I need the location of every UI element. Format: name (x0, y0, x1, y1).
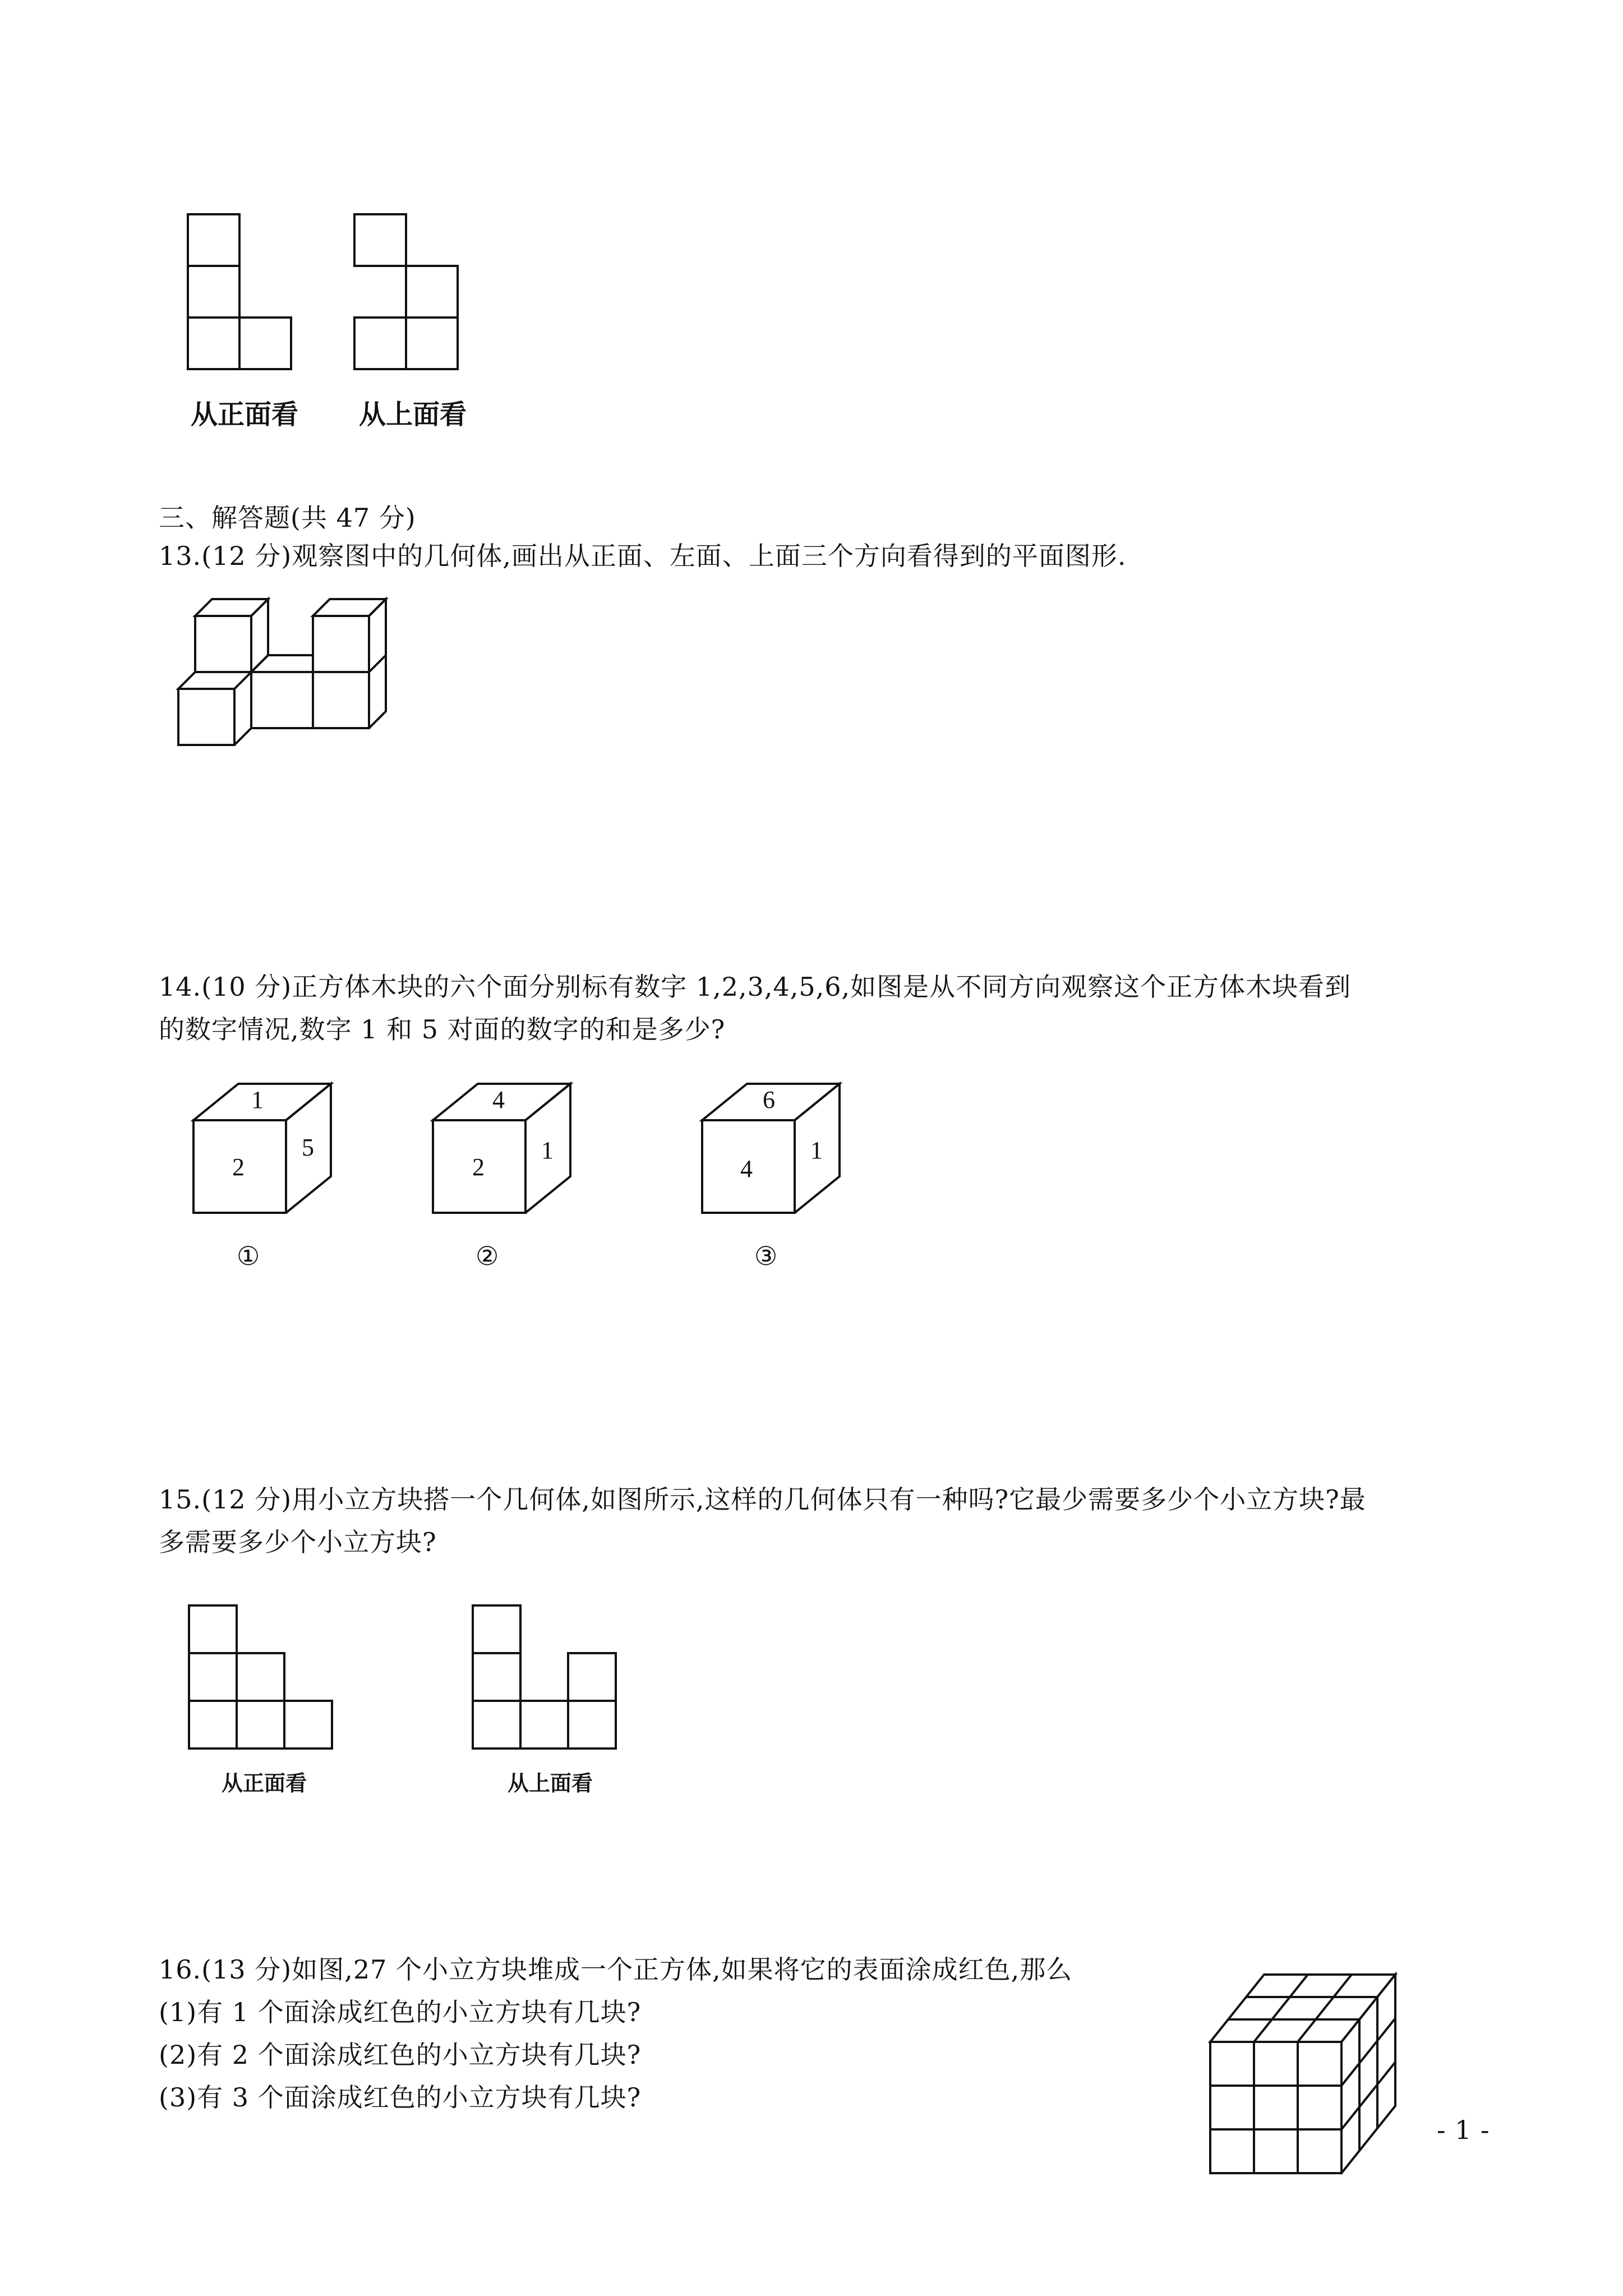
cube-3-top-number: 6 (763, 1086, 775, 1114)
cube-2-side-number: 1 (541, 1137, 554, 1164)
numbered-cube-2 (433, 1084, 579, 1230)
numbered-cube-1 (193, 1084, 339, 1230)
top-view-figure-12 (354, 214, 467, 377)
cube-2-top-number: 4 (492, 1086, 505, 1114)
question-15-line1: 15.(12 分)用小立方块搭一个几何体,如图所示,这样的几何体只有一种吗?它最少需要多少个小立方块?最 (159, 1484, 1366, 1515)
cube-1-front-number: 2 (232, 1153, 245, 1181)
cube-1-top-number: 1 (251, 1086, 264, 1114)
cube-1-side-number: 5 (302, 1134, 314, 1161)
solid-figure-13 (178, 599, 391, 756)
rubiks-cube-figure-16 (1210, 1975, 1401, 2154)
caption-top-view-12: 从上面看 (359, 399, 467, 430)
question-16-item2: (2)有 2 个面涂成红色的小立方块有几块? (159, 2040, 642, 2070)
front-view-figure-15 (189, 1605, 340, 1751)
question-15-line2: 多需要多少个小立方块? (159, 1527, 437, 1557)
section-heading: 三、解答题(共 47 分) (159, 503, 416, 533)
front-view-figure-12 (188, 214, 300, 377)
page-number: - 1 - (1437, 2115, 1490, 2145)
cube-1-label: ① (237, 1241, 260, 1271)
cube-2-label: ② (476, 1241, 499, 1271)
question-14-line2: 的数字情况,数字 1 和 5 对面的数字的和是多少? (159, 1014, 726, 1045)
top-view-figure-15 (473, 1605, 624, 1751)
cube-3-side-number: 1 (810, 1137, 823, 1164)
question-16-item1: (1)有 1 个面涂成红色的小立方块有几块? (159, 1997, 642, 2027)
caption-front-view-15: 从正面看 (222, 1771, 307, 1796)
question-16-line1: 16.(13 分)如图,27 个小立方块堆成一个正方体,如果将它的表面涂成红色,那么 (159, 1954, 1073, 1985)
numbered-cube-3 (702, 1084, 848, 1230)
caption-top-view-15: 从上面看 (508, 1771, 593, 1796)
question-14-line1: 14.(10 分)正方体木块的六个面分别标有数字 1,2,3,4,5,6,如图是从不同方向观察这个正方体木块看到 (159, 972, 1352, 1002)
cube-3-label: ③ (754, 1241, 778, 1271)
question-13-text: 13.(12 分)观察图中的几何体,画出从正面、左面、上面三个方向看得到的平面图形. (159, 541, 1127, 571)
cube-2-front-number: 2 (472, 1153, 485, 1181)
question-16-item3: (3)有 3 个面涂成红色的小立方块有几块? (159, 2082, 642, 2113)
caption-front-view-12: 从正面看 (191, 399, 299, 430)
cube-3-front-number: 4 (740, 1155, 753, 1182)
